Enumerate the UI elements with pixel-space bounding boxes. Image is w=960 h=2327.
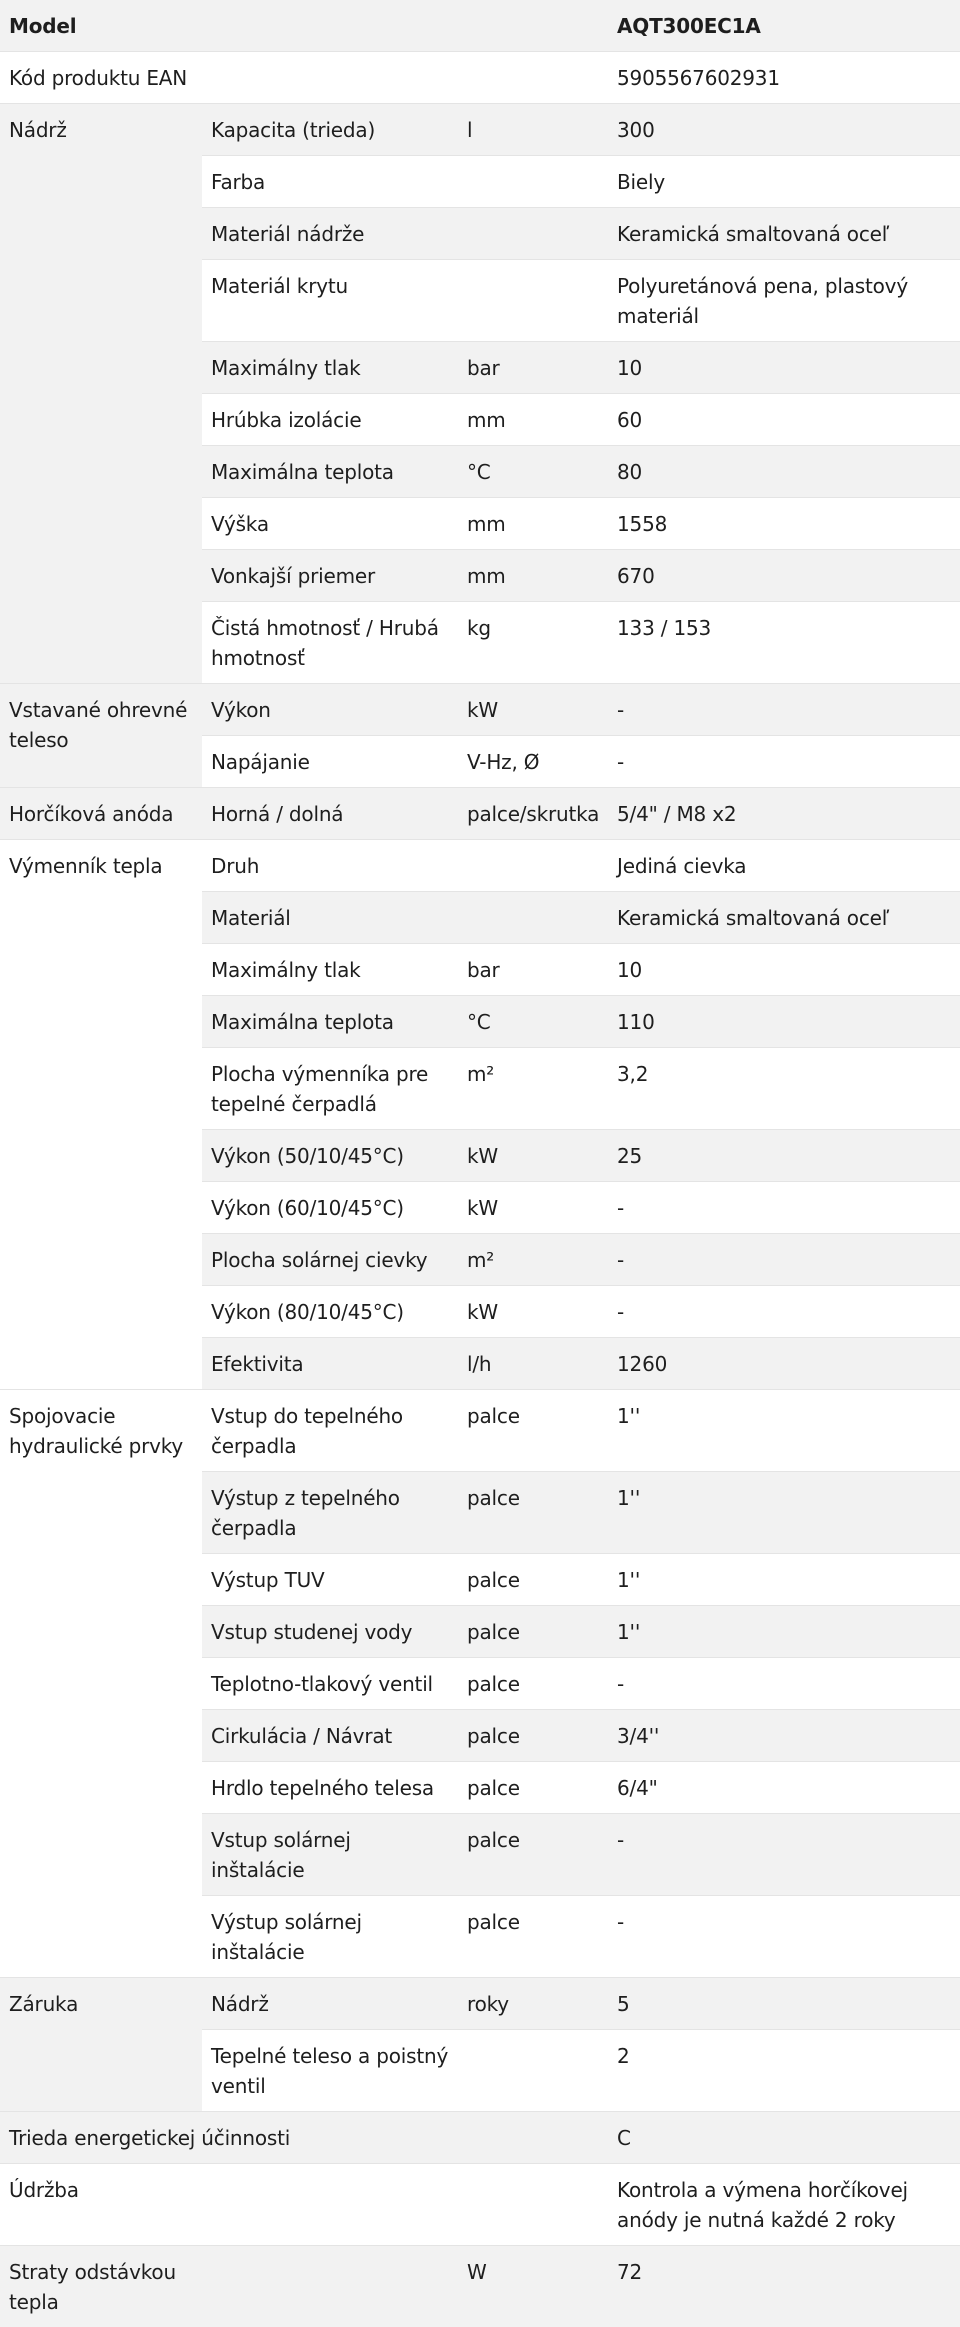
cell-unit: palce/skrutka (458, 788, 608, 840)
row-label: Straty odstávkou tepla (0, 2246, 202, 2327)
cell-empty (202, 2246, 458, 2327)
spec-row (0, 1978, 960, 2030)
cell-param: Výkon (80/10/45°C) (202, 1286, 458, 1338)
cell-param: Vstup solárnej inštalácie (202, 1814, 458, 1896)
cell-param: Materiál (202, 892, 458, 944)
cell-param: Cirkulácia / Návrat (202, 1710, 458, 1762)
cell-value: - (608, 1182, 960, 1234)
cell-unit (458, 208, 608, 260)
spec-row (0, 104, 960, 156)
cell-value: - (608, 736, 960, 788)
cell-unit: kW (458, 1286, 608, 1338)
cell-unit: W (458, 2246, 608, 2327)
cell-value: 1'' (608, 1554, 960, 1606)
cell-param: Vstup studenej vody (202, 1606, 458, 1658)
spec-row (0, 2112, 960, 2164)
cell-unit: m² (458, 1048, 608, 1130)
cell-unit: mm (458, 394, 608, 446)
cell-unit: l/h (458, 1338, 608, 1390)
header-model-value: AQT300EC1A (608, 0, 960, 52)
cell-unit: palce (458, 1710, 608, 1762)
cell-unit: palce (458, 1472, 608, 1554)
cell-unit: kg (458, 602, 608, 684)
cell-unit (458, 840, 608, 892)
category-label: Spojovacie hydraulické prvky (0, 1390, 202, 1978)
cell-param: Kapacita (trieda) (202, 104, 458, 156)
category-label: Nádrž (0, 104, 202, 684)
cell-param: Horná / dolná (202, 788, 458, 840)
cell-value: 3/4'' (608, 1710, 960, 1762)
cell-param: Hrúbka izolácie (202, 394, 458, 446)
cell-value: 670 (608, 550, 960, 602)
cell-value: 1'' (608, 1606, 960, 1658)
cell-value: 60 (608, 394, 960, 446)
cell-value: 5 (608, 1978, 960, 2030)
cell-value: 10 (608, 944, 960, 996)
cell-value: - (608, 1658, 960, 1710)
spec-row (0, 684, 960, 736)
cell-value: Polyuretánová pena, plastový materiál (608, 260, 960, 342)
cell-value: - (608, 1286, 960, 1338)
cell-unit: °C (458, 446, 608, 498)
cell-unit: palce (458, 1762, 608, 1814)
spec-row (0, 1390, 960, 1472)
cell-value: 1'' (608, 1390, 960, 1472)
row-label: Trieda energetickej účinnosti (0, 2112, 608, 2164)
cell-value: 5/4" / M8 x2 (608, 788, 960, 840)
cell-param: Výkon (60/10/45°C) (202, 1182, 458, 1234)
category-label: Horčíková anóda (0, 788, 202, 840)
cell-value: 1'' (608, 1472, 960, 1554)
cell-unit: palce (458, 1658, 608, 1710)
cell-param: Maximálna teplota (202, 996, 458, 1048)
row-label: Údržba (0, 2164, 608, 2246)
cell-param: Výkon (50/10/45°C) (202, 1130, 458, 1182)
cell-unit: kW (458, 1130, 608, 1182)
cell-value: Keramická smaltovaná oceľ (608, 208, 960, 260)
cell-value: 133 / 153 (608, 602, 960, 684)
cell-unit: palce (458, 1606, 608, 1658)
cell-value: Biely (608, 156, 960, 208)
category-label: Výmenník tepla (0, 840, 202, 1390)
cell-param: Výstup TUV (202, 1554, 458, 1606)
cell-unit: mm (458, 550, 608, 602)
cell-value: Kontrola a výmena horčíkovej anódy je nutná každé 2 roky (608, 2164, 960, 2246)
cell-value: 6/4" (608, 1762, 960, 1814)
cell-unit: palce (458, 1390, 608, 1472)
cell-value: - (608, 684, 960, 736)
ean-value: 5905567602931 (608, 52, 960, 104)
cell-unit: palce (458, 1896, 608, 1978)
cell-param: Materiál krytu (202, 260, 458, 342)
cell-value: - (608, 1896, 960, 1978)
cell-unit: roky (458, 1978, 608, 2030)
cell-param: Druh (202, 840, 458, 892)
cell-value: 3,2 (608, 1048, 960, 1130)
cell-unit: palce (458, 1814, 608, 1896)
cell-param: Teplotno-tlakový ventil (202, 1658, 458, 1710)
cell-param: Plocha solárnej cievky (202, 1234, 458, 1286)
ean-label: Kód produktu EAN (0, 52, 608, 104)
cell-value: 2 (608, 2030, 960, 2112)
cell-value: 110 (608, 996, 960, 1048)
header-row (0, 0, 960, 52)
spec-row (0, 788, 960, 840)
cell-param: Maximálny tlak (202, 944, 458, 996)
cell-unit: m² (458, 1234, 608, 1286)
cell-unit (458, 892, 608, 944)
spec-row (0, 840, 960, 892)
cell-param: Hrdlo tepelného telesa (202, 1762, 458, 1814)
cell-param: Materiál nádrže (202, 208, 458, 260)
cell-value: 10 (608, 342, 960, 394)
header-label: Model (0, 0, 608, 52)
cell-unit: V-Hz, Ø (458, 736, 608, 788)
cell-unit: bar (458, 944, 608, 996)
cell-unit: °C (458, 996, 608, 1048)
cell-unit: kW (458, 1182, 608, 1234)
cell-param: Tepelné teleso a poistný ventil (202, 2030, 458, 2112)
cell-unit: palce (458, 1554, 608, 1606)
cell-param: Čistá hmotnosť / Hrubá hmotnosť (202, 602, 458, 684)
cell-value: - (608, 1234, 960, 1286)
cell-value: Jediná cievka (608, 840, 960, 892)
ean-row (0, 52, 960, 104)
cell-unit: kW (458, 684, 608, 736)
cell-unit (458, 260, 608, 342)
cell-param: Maximálna teplota (202, 446, 458, 498)
cell-param: Maximálny tlak (202, 342, 458, 394)
cell-unit (458, 2030, 608, 2112)
cell-value: Keramická smaltovaná oceľ (608, 892, 960, 944)
cell-value: - (608, 1814, 960, 1896)
cell-unit: l (458, 104, 608, 156)
cell-param: Efektivita (202, 1338, 458, 1390)
cell-param: Vonkajší priemer (202, 550, 458, 602)
cell-unit (458, 156, 608, 208)
cell-param: Farba (202, 156, 458, 208)
cell-value: 25 (608, 1130, 960, 1182)
cell-param: Nádrž (202, 1978, 458, 2030)
spec-row (0, 2246, 960, 2327)
category-label: Záruka (0, 1978, 202, 2112)
spec-row (0, 2164, 960, 2246)
cell-param: Výstup z tepelného čerpadla (202, 1472, 458, 1554)
cell-param: Výkon (202, 684, 458, 736)
cell-param: Plocha výmenníka pre tepelné čerpadlá (202, 1048, 458, 1130)
cell-param: Výstup solárnej inštalácie (202, 1896, 458, 1978)
cell-value: 80 (608, 446, 960, 498)
cell-unit: bar (458, 342, 608, 394)
cell-value: 72 (608, 2246, 960, 2327)
cell-value: 1260 (608, 1338, 960, 1390)
cell-param: Výška (202, 498, 458, 550)
cell-value: C (608, 2112, 960, 2164)
category-label: Vstavané ohrevné teleso (0, 684, 202, 788)
cell-value: 300 (608, 104, 960, 156)
cell-param: Napájanie (202, 736, 458, 788)
cell-param: Vstup do tepelného čerpadla (202, 1390, 458, 1472)
cell-unit: mm (458, 498, 608, 550)
cell-value: 1558 (608, 498, 960, 550)
